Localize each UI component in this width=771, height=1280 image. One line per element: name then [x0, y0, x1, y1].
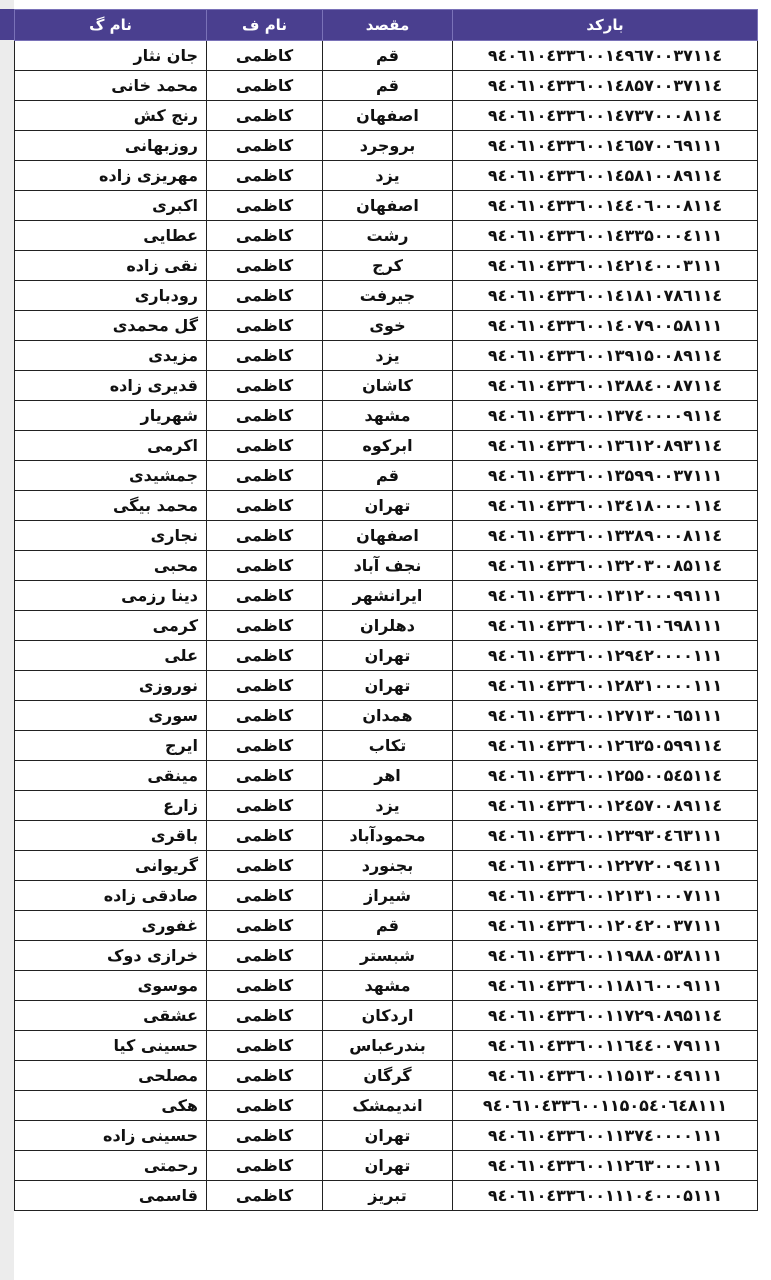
cell-barcode: ۹٤۰٦۱۰٤۳۳٦۰۰۱۳۰٦۱۰٦۹۸۱۱۱	[453, 611, 758, 641]
cell-first-name: کاظمی	[207, 131, 323, 161]
cell-last-name: علی	[15, 641, 207, 671]
table-row	[15, 1001, 758, 1031]
table-row	[15, 791, 758, 821]
cell-barcode: ۹٤۰٦۱۰٤۳۳٦۰۰۱۲۰٤۲۰۰۳۷۱۱۱	[453, 911, 758, 941]
cell-last-name: عشقی	[15, 1001, 207, 1031]
cell-first-name: کاظمی	[207, 311, 323, 341]
cell-first-name: کاظمی	[207, 1031, 323, 1061]
cell-last-name: صادقی زاده	[15, 881, 207, 911]
cell-last-name: سوری	[15, 701, 207, 731]
cell-destination: شبستر	[323, 941, 453, 971]
cell-last-name: جان نثار	[15, 41, 207, 71]
cell-barcode: ۹٤۰٦۱۰٤۳۳٦۰۰۱۳٦۱۲۰۸۹۳۱۱٤	[453, 431, 758, 461]
table-row	[15, 281, 758, 311]
cell-destination: کرج	[323, 251, 453, 281]
cell-barcode: ۹٤۰٦۱۰٤۳۳٦۰۰۱۲٤۵۷۰۰۸۹۱۱٤	[453, 791, 758, 821]
cell-last-name: اکرمی	[15, 431, 207, 461]
table-row	[15, 521, 758, 551]
cell-last-name: قاسمی	[15, 1181, 207, 1211]
cell-last-name: ایرج	[15, 731, 207, 761]
table-row	[15, 251, 758, 281]
cell-barcode: ۹٤۰٦۱۰٤۳۳٦۰۰۱۳۷٤۰۰۰۰۹۱۱٤	[453, 401, 758, 431]
cell-destination: دهلران	[323, 611, 453, 641]
cell-last-name: حسینی زاده	[15, 1121, 207, 1151]
cell-last-name: باقری	[15, 821, 207, 851]
header-destination: مقصد	[323, 10, 453, 41]
cell-barcode: ۹٤۰٦۱۰٤۳۳٦۰۰۱٤۳۳۵۰۰۰٤۱۱۱	[453, 221, 758, 251]
cell-last-name: موسوی	[15, 971, 207, 1001]
table-row	[15, 971, 758, 1001]
cell-last-name: رحمتی	[15, 1151, 207, 1181]
cell-barcode: ۹٤۰٦۱۰٤۳۳٦۰۰۱٤۲۱٤۰۰۰۳۱۱۱	[453, 251, 758, 281]
table-row	[15, 71, 758, 101]
cell-destination: اهر	[323, 761, 453, 791]
cell-destination: مشهد	[323, 401, 453, 431]
cell-last-name: شهریار	[15, 401, 207, 431]
cell-destination: قم	[323, 461, 453, 491]
cell-last-name: گریوانی	[15, 851, 207, 881]
cell-first-name: کاظمی	[207, 161, 323, 191]
table-row	[15, 731, 758, 761]
cell-barcode: ۹٤۰٦۱۰٤۳۳٦۰۰۱٤٦۵۷۰۰٦۹۱۱۱	[453, 131, 758, 161]
cell-last-name: حسینی کیا	[15, 1031, 207, 1061]
cell-first-name: کاظمی	[207, 851, 323, 881]
cell-last-name: رنج کش	[15, 101, 207, 131]
header-first-name: نام ف	[207, 10, 323, 41]
table-body	[15, 41, 758, 1211]
cell-barcode: ۹٤۰٦۱۰٤۳۳٦۰۰۱٤۹٦۷۰۰۳۷۱۱٤	[453, 41, 758, 71]
cell-barcode: ۹٤۰٦۱۰٤۳۳٦۰۰۱۲٦۳۵۰۵۹۹۱۱٤	[453, 731, 758, 761]
cell-barcode: ۹٤۰٦۱۰٤۳۳٦۰۰۱۱۳۷٤۰۰۰۰۱۱۱	[453, 1121, 758, 1151]
cell-last-name: روزبهانی	[15, 131, 207, 161]
cell-first-name: کاظمی	[207, 401, 323, 431]
cell-barcode: ۹٤۰٦۱۰٤۳۳٦۰۰۱۲۹٤۲۰۰۰۰۱۱۱	[453, 641, 758, 671]
table-row	[15, 461, 758, 491]
cell-destination: یزد	[323, 341, 453, 371]
cell-first-name: کاظمی	[207, 611, 323, 641]
cell-barcode: ۹٤۰٦۱۰٤۳۳٦۰۰۱۱۲٦۳۰۰۰۰۱۱۱	[453, 1151, 758, 1181]
cell-destination: یزد	[323, 791, 453, 821]
table-row	[15, 701, 758, 731]
cell-first-name: کاظمی	[207, 551, 323, 581]
table-row	[15, 41, 758, 71]
left-margin-strip	[0, 0, 14, 1280]
cell-last-name: مصلحی	[15, 1061, 207, 1091]
cell-first-name: کاظمی	[207, 791, 323, 821]
header-barcode: بارکد	[453, 10, 758, 41]
cell-destination: تهران	[323, 1151, 453, 1181]
cell-barcode: ۹٤۰٦۱۰٤۳۳٦۰۰۱۳۵۹۹۰۰۳۷۱۱۱	[453, 461, 758, 491]
cell-destination: گرگان	[323, 1061, 453, 1091]
cell-destination: تکاب	[323, 731, 453, 761]
cell-destination: کاشان	[323, 371, 453, 401]
cell-destination: همدان	[323, 701, 453, 731]
cell-barcode: ۹٤۰٦۱۰٤۳۳٦۰۰۱٤۰۷۹۰۰۵۸۱۱۱	[453, 311, 758, 341]
cell-last-name: قدیری زاده	[15, 371, 207, 401]
cell-first-name: کاظمی	[207, 1091, 323, 1121]
cell-first-name: کاظمی	[207, 1061, 323, 1091]
cell-first-name: کاظمی	[207, 881, 323, 911]
cell-destination: ابرکوه	[323, 431, 453, 461]
cell-destination: بجنورد	[323, 851, 453, 881]
table-row	[15, 581, 758, 611]
cell-barcode: ۹٤۰٦۱۰٤۳۳٦۰۰۱۱۵۰۵٤۰٦٤۸۱۱۱	[453, 1091, 758, 1121]
cell-destination: یزد	[323, 161, 453, 191]
cell-first-name: کاظمی	[207, 251, 323, 281]
cell-first-name: کاظمی	[207, 521, 323, 551]
cell-barcode: ۹٤۰٦۱۰٤۳۳٦۰۰۱۲۱۳۱۰۰۰۷۱۱۱	[453, 881, 758, 911]
cell-barcode: ۹٤۰٦۱۰٤۳۳٦۰۰۱۱۱۰٤۰۰۰۵۱۱۱	[453, 1181, 758, 1211]
cell-barcode: ۹٤۰٦۱۰٤۳۳٦۰۰۱۳۸۸٤۰۰۸۷۱۱٤	[453, 371, 758, 401]
table-row	[15, 851, 758, 881]
cell-last-name: غفوری	[15, 911, 207, 941]
cell-first-name: کاظمی	[207, 101, 323, 131]
cell-first-name: کاظمی	[207, 671, 323, 701]
cell-first-name: کاظمی	[207, 1181, 323, 1211]
cell-first-name: کاظمی	[207, 41, 323, 71]
cell-barcode: ۹٤۰٦۱۰٤۳۳٦۰۰۱۲۸۳۱۰۰۰۰۱۱۱	[453, 671, 758, 701]
cell-barcode: ۹٤۰٦۱۰٤۳۳٦۰۰۱٤۷۳۷۰۰۰۸۱۱٤	[453, 101, 758, 131]
cell-barcode: ۹٤۰٦۱۰٤۳۳٦۰۰۱۲۵۵۰۰۵٤۵۱۱٤	[453, 761, 758, 791]
table-row	[15, 131, 758, 161]
cell-destination: اصفهان	[323, 101, 453, 131]
cell-barcode: ۹٤۰٦۱۰٤۳۳٦۰۰۱۱۵۱۳۰۰٤۹۱۱۱	[453, 1061, 758, 1091]
cell-destination: ایرانشهر	[323, 581, 453, 611]
table-row	[15, 911, 758, 941]
cell-first-name: کاظمی	[207, 701, 323, 731]
table-row	[15, 1091, 758, 1121]
cell-first-name: کاظمی	[207, 1151, 323, 1181]
cell-destination: مشهد	[323, 971, 453, 1001]
cell-first-name: کاظمی	[207, 641, 323, 671]
cell-last-name: محمد بیگی	[15, 491, 207, 521]
cell-last-name: مزیدی	[15, 341, 207, 371]
cell-destination: تهران	[323, 641, 453, 671]
table-row	[15, 1121, 758, 1151]
cell-destination: اصفهان	[323, 191, 453, 221]
cell-first-name: کاظمی	[207, 281, 323, 311]
cell-last-name: نقی زاده	[15, 251, 207, 281]
cell-last-name: محمد خانی	[15, 71, 207, 101]
cell-destination: اصفهان	[323, 521, 453, 551]
table-row	[15, 941, 758, 971]
cell-last-name: دینا رزمی	[15, 581, 207, 611]
cell-destination: قم	[323, 911, 453, 941]
cell-barcode: ۹٤۰٦۱۰٤۳۳٦۰۰۱٤۸۵۷۰۰۳۷۱۱٤	[453, 71, 758, 101]
table-row	[15, 401, 758, 431]
cell-destination: تهران	[323, 671, 453, 701]
barcode-table	[14, 9, 758, 1211]
table-row	[15, 881, 758, 911]
table-row	[15, 221, 758, 251]
cell-barcode: ۹٤۰٦۱۰٤۳۳٦۰۰۱٤٤۰٦۰۰۰۸۱۱٤	[453, 191, 758, 221]
table-row	[15, 611, 758, 641]
cell-destination: نجف آباد	[323, 551, 453, 581]
cell-barcode: ۹٤۰٦۱۰٤۳۳٦۰۰۱۱۸۱٦۰۰۰۹۱۱۱	[453, 971, 758, 1001]
table-row	[15, 1061, 758, 1091]
table-row	[15, 641, 758, 671]
cell-first-name: کاظمی	[207, 341, 323, 371]
table-row	[15, 551, 758, 581]
cell-destination: تهران	[323, 1121, 453, 1151]
table-row	[15, 491, 758, 521]
table-row	[15, 761, 758, 791]
cell-barcode: ۹٤۰٦۱۰٤۳۳٦۰۰۱۱٦٤٤۰۰۷۹۱۱۱	[453, 1031, 758, 1061]
table-row	[15, 1031, 758, 1061]
cell-destination: اندیمشک	[323, 1091, 453, 1121]
cell-destination: تبریز	[323, 1181, 453, 1211]
cell-barcode: ۹٤۰٦۱۰٤۳۳٦۰۰۱۳٤۱۸۰۰۰۰۱۱٤	[453, 491, 758, 521]
cell-last-name: عطایی	[15, 221, 207, 251]
table-row	[15, 101, 758, 131]
table-row	[15, 671, 758, 701]
cell-destination: جیرفت	[323, 281, 453, 311]
cell-last-name: هکی	[15, 1091, 207, 1121]
table-header	[15, 10, 758, 41]
cell-first-name: کاظمی	[207, 371, 323, 401]
cell-first-name: کاظمی	[207, 581, 323, 611]
cell-barcode: ۹٤۰٦۱۰٤۳۳٦۰۰۱۳۲۰۳۰۰۸۵۱۱٤	[453, 551, 758, 581]
cell-destination: رشت	[323, 221, 453, 251]
cell-first-name: کاظمی	[207, 761, 323, 791]
table-row	[15, 341, 758, 371]
cell-last-name: نوروزی	[15, 671, 207, 701]
cell-first-name: کاظمی	[207, 1121, 323, 1151]
cell-barcode: ۹٤۰٦۱۰٤۳۳٦۰۰۱۱۹۸۸۰۵۳۸۱۱۱	[453, 941, 758, 971]
cell-barcode: ۹٤۰٦۱۰٤۳۳٦۰۰۱۱۷۲۹۰۸۹۵۱۱٤	[453, 1001, 758, 1031]
cell-first-name: کاظمی	[207, 731, 323, 761]
cell-destination: قم	[323, 71, 453, 101]
cell-first-name: کاظمی	[207, 1001, 323, 1031]
cell-first-name: کاظمی	[207, 971, 323, 1001]
table-row	[15, 311, 758, 341]
table-row	[15, 1151, 758, 1181]
cell-first-name: کاظمی	[207, 221, 323, 251]
cell-last-name: نجاری	[15, 521, 207, 551]
cell-first-name: کاظمی	[207, 491, 323, 521]
cell-barcode: ۹٤۰٦۱۰٤۳۳٦۰۰۱٤۵۸۱۰۰۸۹۱۱٤	[453, 161, 758, 191]
cell-barcode: ۹٤۰٦۱۰٤۳۳٦۰۰۱۲۳۹۳۰٤٦۳۱۱۱	[453, 821, 758, 851]
table-row	[15, 161, 758, 191]
cell-last-name: زارع	[15, 791, 207, 821]
cell-first-name: کاظمی	[207, 941, 323, 971]
cell-last-name: گل محمدی	[15, 311, 207, 341]
table-row	[15, 191, 758, 221]
cell-barcode: ۹٤۰٦۱۰٤۳۳٦۰۰۱۲۷۱۳۰۰٦۵۱۱۱	[453, 701, 758, 731]
header-row	[15, 10, 758, 41]
cell-destination: اردکان	[323, 1001, 453, 1031]
cell-barcode: ۹٤۰٦۱۰٤۳۳٦۰۰۱۳۹۱۵۰۰۸۹۱۱٤	[453, 341, 758, 371]
cell-last-name: اکبری	[15, 191, 207, 221]
cell-destination: محمودآباد	[323, 821, 453, 851]
cell-barcode: ۹٤۰٦۱۰٤۳۳٦۰۰۱۳۳۸۹۰۰۰۸۱۱٤	[453, 521, 758, 551]
cell-barcode: ۹٤۰٦۱۰٤۳۳٦۰۰۱۲۲۷۲۰۰۹٤۱۱۱	[453, 851, 758, 881]
cell-last-name: رودباری	[15, 281, 207, 311]
cell-first-name: کاظمی	[207, 911, 323, 941]
cell-destination: شیراز	[323, 881, 453, 911]
cell-last-name: خرازی دوک	[15, 941, 207, 971]
cell-last-name: محبی	[15, 551, 207, 581]
cell-destination: قم	[323, 41, 453, 71]
cell-first-name: کاظمی	[207, 461, 323, 491]
table-row	[15, 431, 758, 461]
cell-first-name: کاظمی	[207, 431, 323, 461]
cell-last-name: جمشیدی	[15, 461, 207, 491]
cell-destination: خوی	[323, 311, 453, 341]
cell-first-name: کاظمی	[207, 191, 323, 221]
cell-first-name: کاظمی	[207, 821, 323, 851]
cell-barcode: ۹٤۰٦۱۰٤۳۳٦۰۰۱۳۱۲۰۰۰۹۹۱۱۱	[453, 581, 758, 611]
table-row	[15, 371, 758, 401]
cell-destination: تهران	[323, 491, 453, 521]
header-last-name: نام گ	[15, 10, 207, 41]
cell-destination: بندرعباس	[323, 1031, 453, 1061]
table-row	[15, 821, 758, 851]
cell-last-name: مینقی	[15, 761, 207, 791]
table-row	[15, 1181, 758, 1211]
cell-last-name: کرمی	[15, 611, 207, 641]
cell-destination: بروجرد	[323, 131, 453, 161]
cell-last-name: مهریزی زاده	[15, 161, 207, 191]
cell-first-name: کاظمی	[207, 71, 323, 101]
left-header-accent	[0, 9, 14, 40]
cell-barcode: ۹٤۰٦۱۰٤۳۳٦۰۰۱٤۱۸۱۰۷۸٦۱۱٤	[453, 281, 758, 311]
